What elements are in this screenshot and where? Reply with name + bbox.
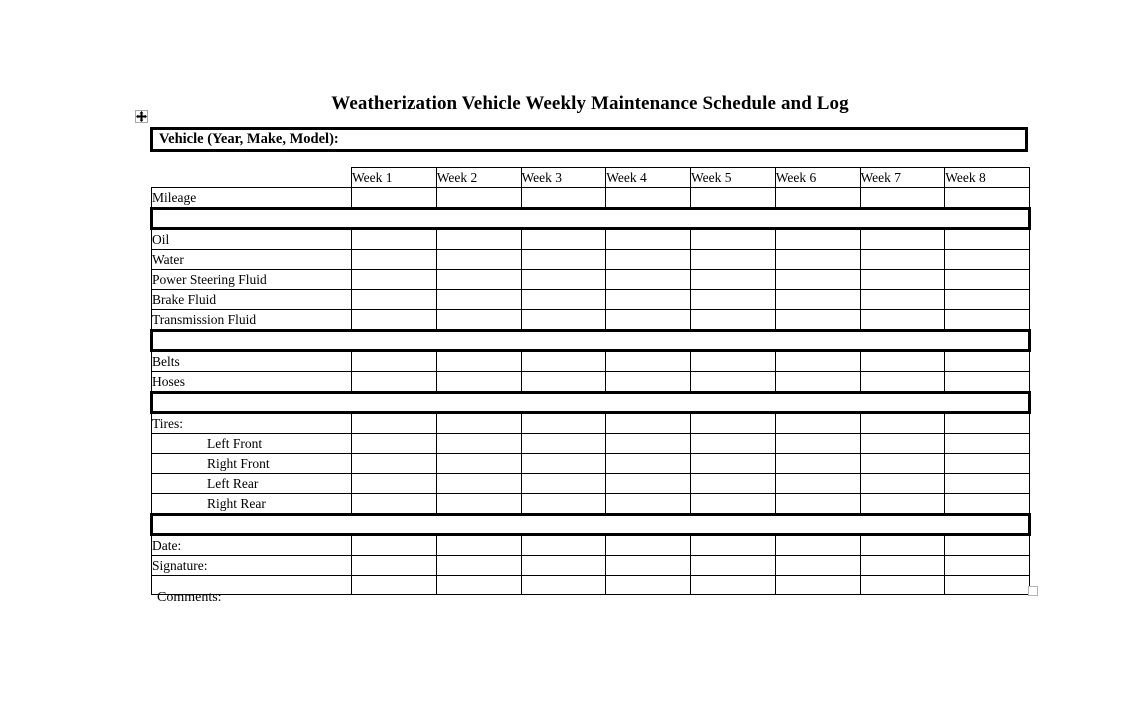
cell-belts-week-3[interactable]	[521, 351, 606, 372]
cell-oil-week-8[interactable]	[945, 229, 1030, 250]
vehicle-field-box[interactable]	[150, 127, 1028, 152]
cell-brake-fluid-week-2[interactable]	[436, 290, 521, 310]
cell-brake-fluid-week-1[interactable]	[352, 290, 437, 310]
cell-belts-week-1[interactable]	[352, 351, 437, 372]
cell-right-front-week-3[interactable]	[521, 454, 606, 474]
column-header-week-8: Week 8	[945, 168, 1030, 188]
cell-left-front-week-6[interactable]	[775, 434, 860, 454]
cell-date-week-1[interactable]	[352, 535, 437, 556]
cell-date-week-7[interactable]	[860, 535, 945, 556]
cell-hoses-week-1[interactable]	[352, 372, 437, 393]
cell-hoses-week-8[interactable]	[945, 372, 1030, 393]
cell-power-steering-fluid-week-4[interactable]	[606, 270, 691, 290]
cell-date-week-6[interactable]	[775, 535, 860, 556]
cell-hoses-week-5[interactable]	[691, 372, 776, 393]
cell-right-rear-week-4[interactable]	[606, 494, 691, 515]
table-move-handle[interactable]	[135, 110, 148, 123]
cell-tires-week-1[interactable]	[352, 413, 437, 434]
table-row-tires	[152, 413, 1030, 434]
cell-right-rear-week-7[interactable]	[860, 494, 945, 515]
table-row-right-rear	[152, 494, 1030, 515]
cell-belts-week-8[interactable]	[945, 351, 1030, 372]
table-row-date	[152, 535, 1030, 556]
cell-power-steering-fluid-week-3[interactable]	[521, 270, 606, 290]
section-separator-3	[152, 393, 1030, 413]
cell-blank-week-3[interactable]	[521, 576, 606, 595]
cell-tires-week-5[interactable]	[691, 413, 776, 434]
cell-tires-week-3[interactable]	[521, 413, 606, 434]
section-separator-2	[152, 331, 1030, 351]
cell-mileage-week-6[interactable]	[775, 188, 860, 209]
cell-signature-week-6[interactable]	[775, 556, 860, 576]
cell-signature-week-7[interactable]	[860, 556, 945, 576]
cell-right-rear-week-1[interactable]	[352, 494, 437, 515]
cell-right-rear-week-2[interactable]	[436, 494, 521, 515]
column-header-week-4: Week 4	[606, 168, 691, 188]
cell-left-front-week-5[interactable]	[691, 434, 776, 454]
cell-blank-week-1[interactable]	[352, 576, 437, 595]
cell-tires-week-8[interactable]	[945, 413, 1030, 434]
cell-right-front-week-5[interactable]	[691, 454, 776, 474]
cell-power-steering-fluid-week-1[interactable]	[352, 270, 437, 290]
cell-water-week-4[interactable]	[606, 250, 691, 270]
cell-blank-week-6[interactable]	[775, 576, 860, 595]
cell-date-week-2[interactable]	[436, 535, 521, 556]
cell-left-rear-week-2[interactable]	[436, 474, 521, 494]
cell-hoses-week-7[interactable]	[860, 372, 945, 393]
cell-belts-week-2[interactable]	[436, 351, 521, 372]
table-row-hoses	[152, 372, 1030, 393]
cell-left-front-week-2[interactable]	[436, 434, 521, 454]
cell-blank-week-2[interactable]	[436, 576, 521, 595]
table-row-blank	[152, 576, 1030, 595]
cell-power-steering-fluid-week-2[interactable]	[436, 270, 521, 290]
column-header-week-2: Week 2	[436, 168, 521, 188]
cell-oil-week-2[interactable]	[436, 229, 521, 250]
row-label-date: Date:	[152, 535, 352, 556]
page-title: Weatherization Vehicle Weekly Maintenance Schedule and Log	[331, 93, 849, 114]
cell-mileage-week-3[interactable]	[521, 188, 606, 209]
cell-oil-week-4[interactable]	[606, 229, 691, 250]
row-label-signature: Signature:	[152, 556, 352, 576]
row-label-tires: Tires:	[152, 413, 352, 434]
cell-left-front-week-3[interactable]	[521, 434, 606, 454]
cell-left-rear-week-6[interactable]	[775, 474, 860, 494]
cell-right-rear-week-8[interactable]	[945, 494, 1030, 515]
cell-water-week-7[interactable]	[860, 250, 945, 270]
cell-mileage-week-8[interactable]	[945, 188, 1030, 209]
cell-mileage-week-7[interactable]	[860, 188, 945, 209]
cell-mileage-week-1[interactable]	[352, 188, 437, 209]
cell-water-week-3[interactable]	[521, 250, 606, 270]
cell-left-front-week-4[interactable]	[606, 434, 691, 454]
cell-signature-week-1[interactable]	[352, 556, 437, 576]
separator-bar	[152, 209, 1030, 229]
separator-bar	[152, 331, 1030, 351]
cell-tires-week-6[interactable]	[775, 413, 860, 434]
cell-tires-week-2[interactable]	[436, 413, 521, 434]
header-blank-cell	[152, 168, 352, 188]
cell-blank-week-5[interactable]	[691, 576, 776, 595]
table-header-row	[152, 168, 1030, 188]
cell-transmission-fluid-week-8[interactable]	[945, 310, 1030, 331]
cell-belts-week-7[interactable]	[860, 351, 945, 372]
row-label-left-front: Left Front	[152, 434, 352, 454]
cell-hoses-week-2[interactable]	[436, 372, 521, 393]
cell-signature-week-3[interactable]	[521, 556, 606, 576]
cell-right-rear-week-6[interactable]	[775, 494, 860, 515]
cell-power-steering-fluid-week-7[interactable]	[860, 270, 945, 290]
row-label-oil: Oil	[152, 229, 352, 250]
cell-blank-week-7[interactable]	[860, 576, 945, 595]
cell-belts-week-6[interactable]	[775, 351, 860, 372]
cell-oil-week-3[interactable]	[521, 229, 606, 250]
cell-right-front-week-7[interactable]	[860, 454, 945, 474]
maintenance-log-table	[150, 167, 1031, 595]
cell-left-front-week-1[interactable]	[352, 434, 437, 454]
cell-transmission-fluid-week-3[interactable]	[521, 310, 606, 331]
table-row-left-rear	[152, 474, 1030, 494]
cell-brake-fluid-week-5[interactable]	[691, 290, 776, 310]
separator-bar	[152, 515, 1030, 535]
cell-left-rear-week-7[interactable]	[860, 474, 945, 494]
table-row-right-front	[152, 454, 1030, 474]
row-label-power-steering-fluid: Power Steering Fluid	[152, 270, 352, 290]
cell-brake-fluid-week-7[interactable]	[860, 290, 945, 310]
column-header-week-5: Week 5	[691, 168, 776, 188]
cell-mileage-week-2[interactable]	[436, 188, 521, 209]
cell-belts-week-5[interactable]	[691, 351, 776, 372]
separator-bar	[152, 393, 1030, 413]
cell-oil-week-5[interactable]	[691, 229, 776, 250]
row-label-transmission-fluid: Transmission Fluid	[152, 310, 352, 331]
cell-oil-week-1[interactable]	[352, 229, 437, 250]
table-row-mileage	[152, 188, 1030, 209]
cell-oil-week-6[interactable]	[775, 229, 860, 250]
section-separator-1	[152, 209, 1030, 229]
table-row-left-front	[152, 434, 1030, 454]
cell-brake-fluid-week-8[interactable]	[945, 290, 1030, 310]
row-label-mileage: Mileage	[152, 188, 352, 209]
cell-mileage-week-5[interactable]	[691, 188, 776, 209]
cell-right-front-week-6[interactable]	[775, 454, 860, 474]
cell-blank-week-4[interactable]	[606, 576, 691, 595]
table-row-transmission-fluid	[152, 310, 1030, 331]
cell-oil-week-7[interactable]	[860, 229, 945, 250]
cell-mileage-week-4[interactable]	[606, 188, 691, 209]
cell-signature-week-4[interactable]	[606, 556, 691, 576]
cell-belts-week-4[interactable]	[606, 351, 691, 372]
cell-water-week-8[interactable]	[945, 250, 1030, 270]
cell-power-steering-fluid-week-8[interactable]	[945, 270, 1030, 290]
cell-hoses-week-4[interactable]	[606, 372, 691, 393]
cell-transmission-fluid-week-7[interactable]	[860, 310, 945, 331]
table-row-water	[152, 250, 1030, 270]
cell-left-rear-week-4[interactable]	[606, 474, 691, 494]
cell-left-rear-week-3[interactable]	[521, 474, 606, 494]
cell-water-week-2[interactable]	[436, 250, 521, 270]
row-label-right-front: Right Front	[152, 454, 352, 474]
cell-right-front-week-4[interactable]	[606, 454, 691, 474]
cell-date-week-5[interactable]	[691, 535, 776, 556]
table-row-signature	[152, 556, 1030, 576]
cell-power-steering-fluid-week-5[interactable]	[691, 270, 776, 290]
row-label-belts: Belts	[152, 351, 352, 372]
cell-left-front-week-8[interactable]	[945, 434, 1030, 454]
cell-tires-week-7[interactable]	[860, 413, 945, 434]
cell-tires-week-4[interactable]	[606, 413, 691, 434]
column-header-week-6: Week 6	[775, 168, 860, 188]
cell-transmission-fluid-week-5[interactable]	[691, 310, 776, 331]
cell-blank-week-8[interactable]	[945, 576, 1030, 595]
comments-label: Comments:	[157, 590, 222, 605]
cell-brake-fluid-week-3[interactable]	[521, 290, 606, 310]
cell-left-front-week-7[interactable]	[860, 434, 945, 454]
row-label-left-rear: Left Rear	[152, 474, 352, 494]
cell-right-rear-week-3[interactable]	[521, 494, 606, 515]
vehicle-field-label: Vehicle (Year, Make, Model):	[159, 131, 339, 148]
cell-water-week-5[interactable]	[691, 250, 776, 270]
cell-power-steering-fluid-week-6[interactable]	[775, 270, 860, 290]
cell-date-week-3[interactable]	[521, 535, 606, 556]
table-row-belts	[152, 351, 1030, 372]
row-label-hoses: Hoses	[152, 372, 352, 393]
cell-signature-week-5[interactable]	[691, 556, 776, 576]
cell-signature-week-2[interactable]	[436, 556, 521, 576]
cell-brake-fluid-week-4[interactable]	[606, 290, 691, 310]
cell-right-front-week-8[interactable]	[945, 454, 1030, 474]
cell-transmission-fluid-week-1[interactable]	[352, 310, 437, 331]
row-label-water: Water	[152, 250, 352, 270]
cell-left-rear-week-5[interactable]	[691, 474, 776, 494]
cell-water-week-6[interactable]	[775, 250, 860, 270]
cell-water-week-1[interactable]	[352, 250, 437, 270]
column-header-week-3: Week 3	[521, 168, 606, 188]
row-label-brake-fluid: Brake Fluid	[152, 290, 352, 310]
cell-transmission-fluid-week-2[interactable]	[436, 310, 521, 331]
row-label-right-rear: Right Rear	[152, 494, 352, 515]
table-row-power-steering-fluid	[152, 270, 1030, 290]
column-header-week-1: Week 1	[352, 168, 437, 188]
cell-date-week-4[interactable]	[606, 535, 691, 556]
column-header-week-7: Week 7	[860, 168, 945, 188]
section-separator-4	[152, 515, 1030, 535]
cell-date-week-8[interactable]	[945, 535, 1030, 556]
cell-left-rear-week-8[interactable]	[945, 474, 1030, 494]
cell-left-rear-week-1[interactable]	[352, 474, 437, 494]
cell-right-front-week-1[interactable]	[352, 454, 437, 474]
cell-right-rear-week-5[interactable]	[691, 494, 776, 515]
cell-transmission-fluid-week-6[interactable]	[775, 310, 860, 331]
cell-signature-week-8[interactable]	[945, 556, 1030, 576]
cell-hoses-week-3[interactable]	[521, 372, 606, 393]
cell-hoses-week-6[interactable]	[775, 372, 860, 393]
cell-right-front-week-2[interactable]	[436, 454, 521, 474]
table-row-brake-fluid	[152, 290, 1030, 310]
cell-transmission-fluid-week-4[interactable]	[606, 310, 691, 331]
cell-brake-fluid-week-6[interactable]	[775, 290, 860, 310]
table-row-oil	[152, 229, 1030, 250]
table-resize-handle[interactable]	[1028, 586, 1038, 596]
